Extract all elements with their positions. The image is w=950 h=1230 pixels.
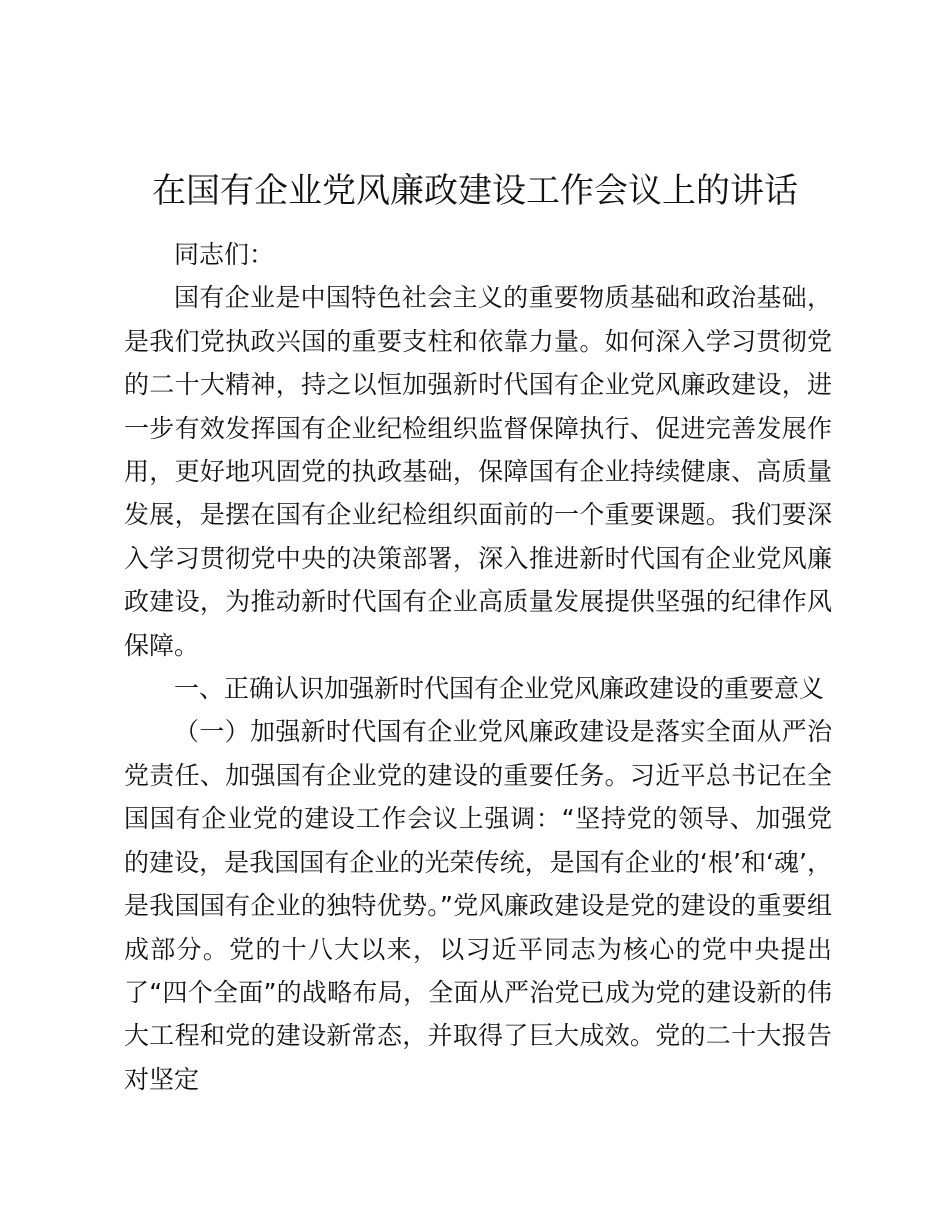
subsection-paragraph-1: （一）加强新时代国有企业党风廉政建设是落实全面从严治党责任、加强国有企业党的建设的重要任务。习近平总书记在全国国有企业党的建设工作会议上强调：“坚持党的领导、加强党的建设，是我国国有企业的光荣传统，是国有企业的‘根’和‘魂’，是我国国有企业的独特优势。”党风廉政建设是党的建设的重要组成部分。党的十八大以来，以习近平同志为核心的党中央提出了“四个全面”的战略布局，全面从严治党已成为党的建设新的伟大工程和党的建设新常态，并取得了巨大成效。党的二十大报告对坚定 (124, 717, 832, 1094)
salutation-paragraph: 同志们： (174, 240, 275, 269)
document-title: 在国有企业党风廉政建设工作会议上的讲话 (152, 171, 798, 211)
document-body (124, 233, 832, 1101)
intro-paragraph: 国有企业是中国特色社会主义的重要物质基础和政治基础，是我们党执政兴国的重要支柱和依靠力量。如何深入学习贯彻党的二十大精神，持之以恒加强新时代国有企业党风廉政建设，进一步有效发挥国有企业纪检组织监督保障执行、促进完善发展作用，更好地巩固党的执政基础，保障国有企业持续健康、高质量发展，是摆在国有企业纪检组织面前的一个重要课题。我们要深入学习贯彻党中央的决策部署，深入推进新时代国有企业党风廉政建设，为推动新时代国有企业高质量发展提供坚强的纪律作风保障。 (124, 283, 832, 660)
section-heading-1: 一、正确认识加强新时代国有企业党风廉政建设的重要意义 (174, 674, 825, 704)
